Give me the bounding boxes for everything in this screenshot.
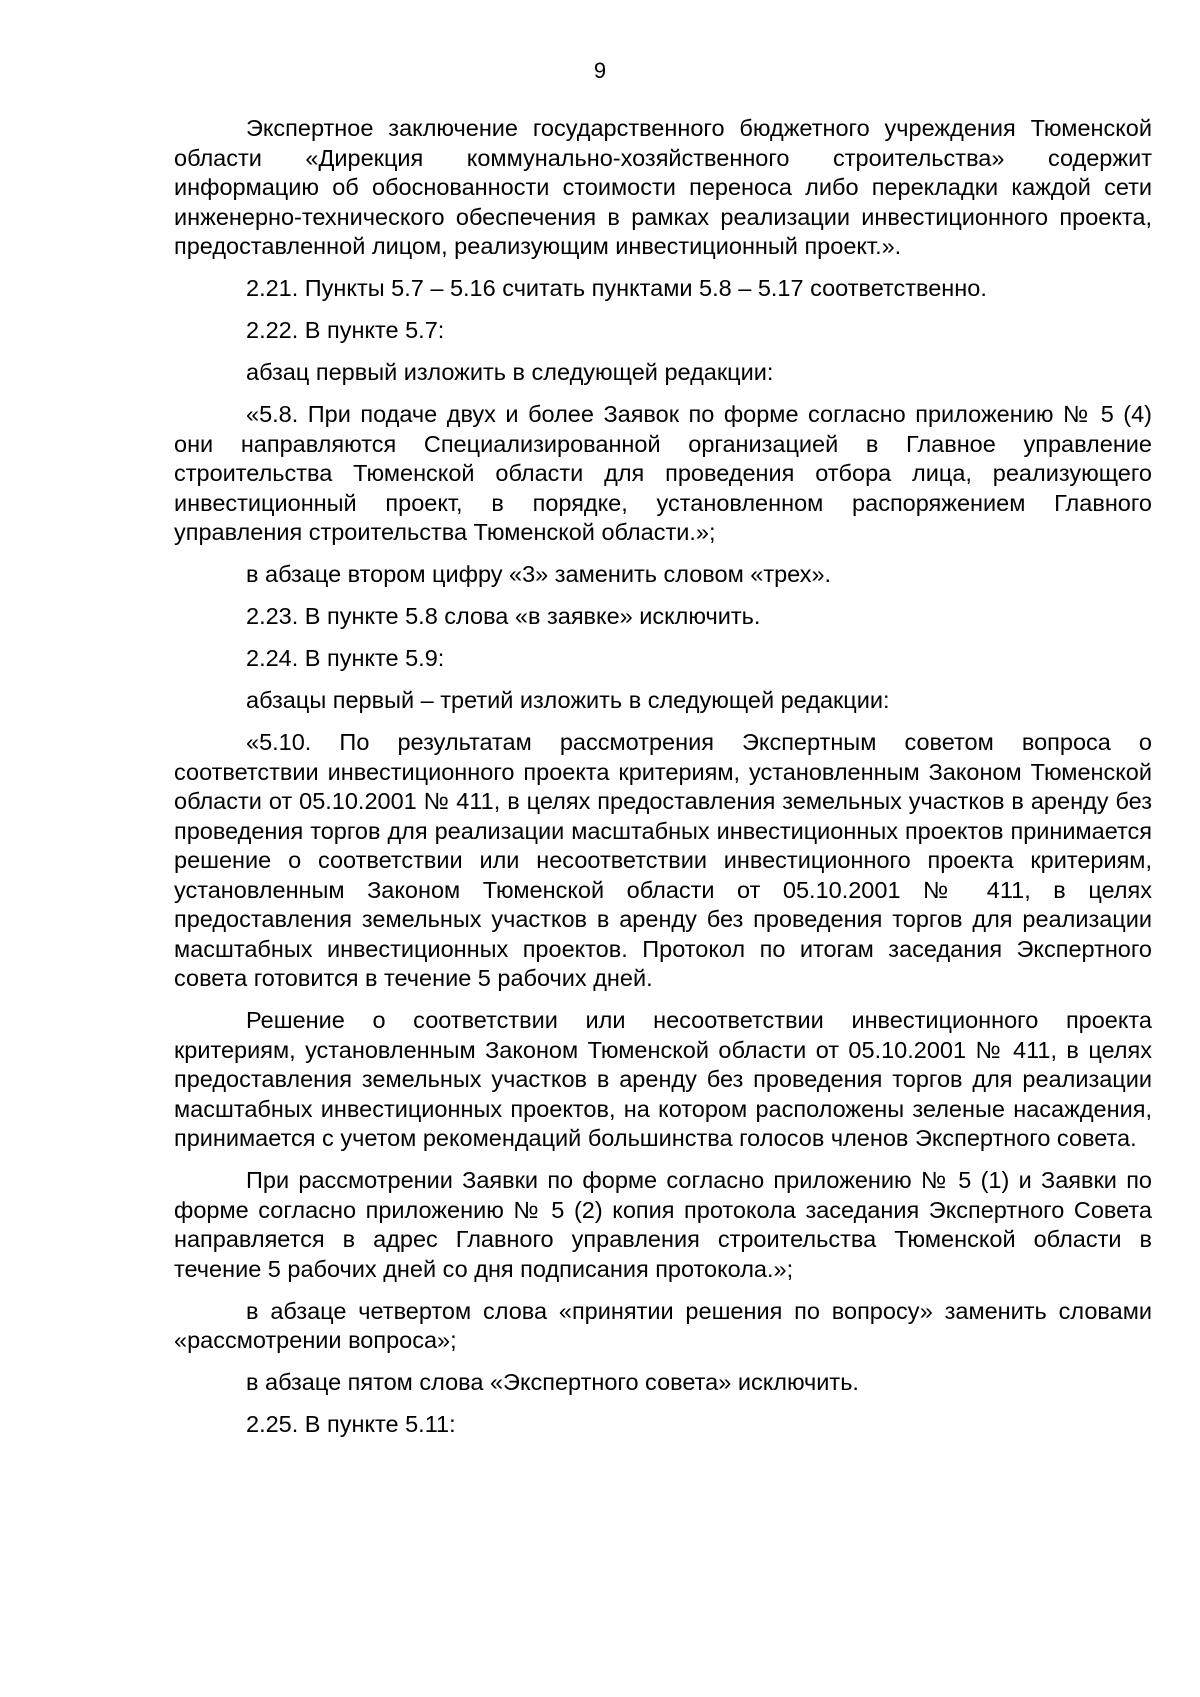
paragraph-first-abzac-instruction: абзац первый изложить в следующей редакции:	[246, 359, 774, 385]
paragraph-clause-5-8: «5.8. При подаче двух и более Заявок по форме согласно приложению № 5 (4) они направляются Специализированной организацией в Главное управление строительства Тюменской области для проведения отбора лица, реализующего инвестиционный проект, в порядке, установленном распоряжением Главного управления строительства Тюменской области.»;	[174, 401, 1152, 545]
paragraph-decision: Решение о соответствии или несоответствии инвестиционного проекта критериям, установленным Законом Тюменской области от 05.10.2001 № 411, в целях предоставления земельных участков в аренду без проведения торгов для реализации масштабных инвестиционных проектов, на котором расположены зеленые насаждения, принимается с учетом рекомендаций большинства голосов членов Экспертного совета.	[174, 1007, 1152, 1151]
document-body	[174, 114, 1152, 1452]
paragraph-fifth-abzac-instruction: в абзаце пятом слова «Экспертного совета» исключить.	[246, 1369, 859, 1395]
paragraph-item-2-21: 2.21. Пункты 5.7 – 5.16 считать пунктами 5.8 – 5.17 соответственно.	[246, 275, 987, 301]
paragraph-expert-conclusion: Экспертное заключение государственного бюджетного учреждения Тюменской области «Дирекция коммунально-хозяйственного строительства» содержит информацию об обоснованности стоимости переноса либо перекладки каждой сети инженерно-технического обеспечения в рамках реализации инвестиционного проекта, предоставленной лицом, реализующим инвестиционный проект.».	[174, 115, 1152, 259]
paragraph-item-2-22: 2.22. В пункте 5.7:	[246, 317, 445, 343]
paragraph-application-review: При рассмотрении Заявки по форме согласно приложению № 5 (1) и Заявки по форме согласно приложению № 5 (2) копия протокола заседания Экспертного Совета направляется в адрес Главного управления строительства Тюменской области в течение 5 рабочих дней со дня подписания протокола.»;	[174, 1167, 1152, 1282]
paragraph-abzacs-instruction: абзацы первый – третий изложить в следующей редакции:	[246, 687, 890, 713]
paragraph-item-2-23: 2.23. В пункте 5.8 слова «в заявке» исключить.	[246, 603, 761, 629]
paragraph-item-2-25: 2.25. В пункте 5.11:	[246, 1411, 456, 1437]
paragraph-clause-5-10: «5.10. По результатам рассмотрения Экспертным советом вопроса о соответствии инвестиционного проекта критериям, установленным Законом Тюменской области от 05.10.2001 № 411, в целях предоставления земельных участков в аренду без проведения торгов для реализации масштабных инвестиционных проектов принимается решение о соответствии или несоответствии инвестиционного проекта критериям, установленным Законом Тюменской области от 05.10.2001 № 411, в целях предоставления земельных участков в аренду без проведения торгов для реализации масштабных инвестиционных проектов. Протокол по итогам заседания Экспертного совета готовится в течение 5 рабочих дней.	[174, 729, 1152, 991]
paragraph-item-2-24: 2.24. В пункте 5.9:	[246, 645, 445, 671]
page-number: 9	[593, 58, 607, 83]
paragraph-fourth-abzac-instruction: в абзаце четвертом слова «принятии решения по вопросу» заменить словами «рассмотрении вопроса»;	[174, 1297, 1152, 1353]
paragraph-second-abzac-instruction: в абзаце втором цифру «3» заменить словом «трех».	[246, 561, 832, 587]
